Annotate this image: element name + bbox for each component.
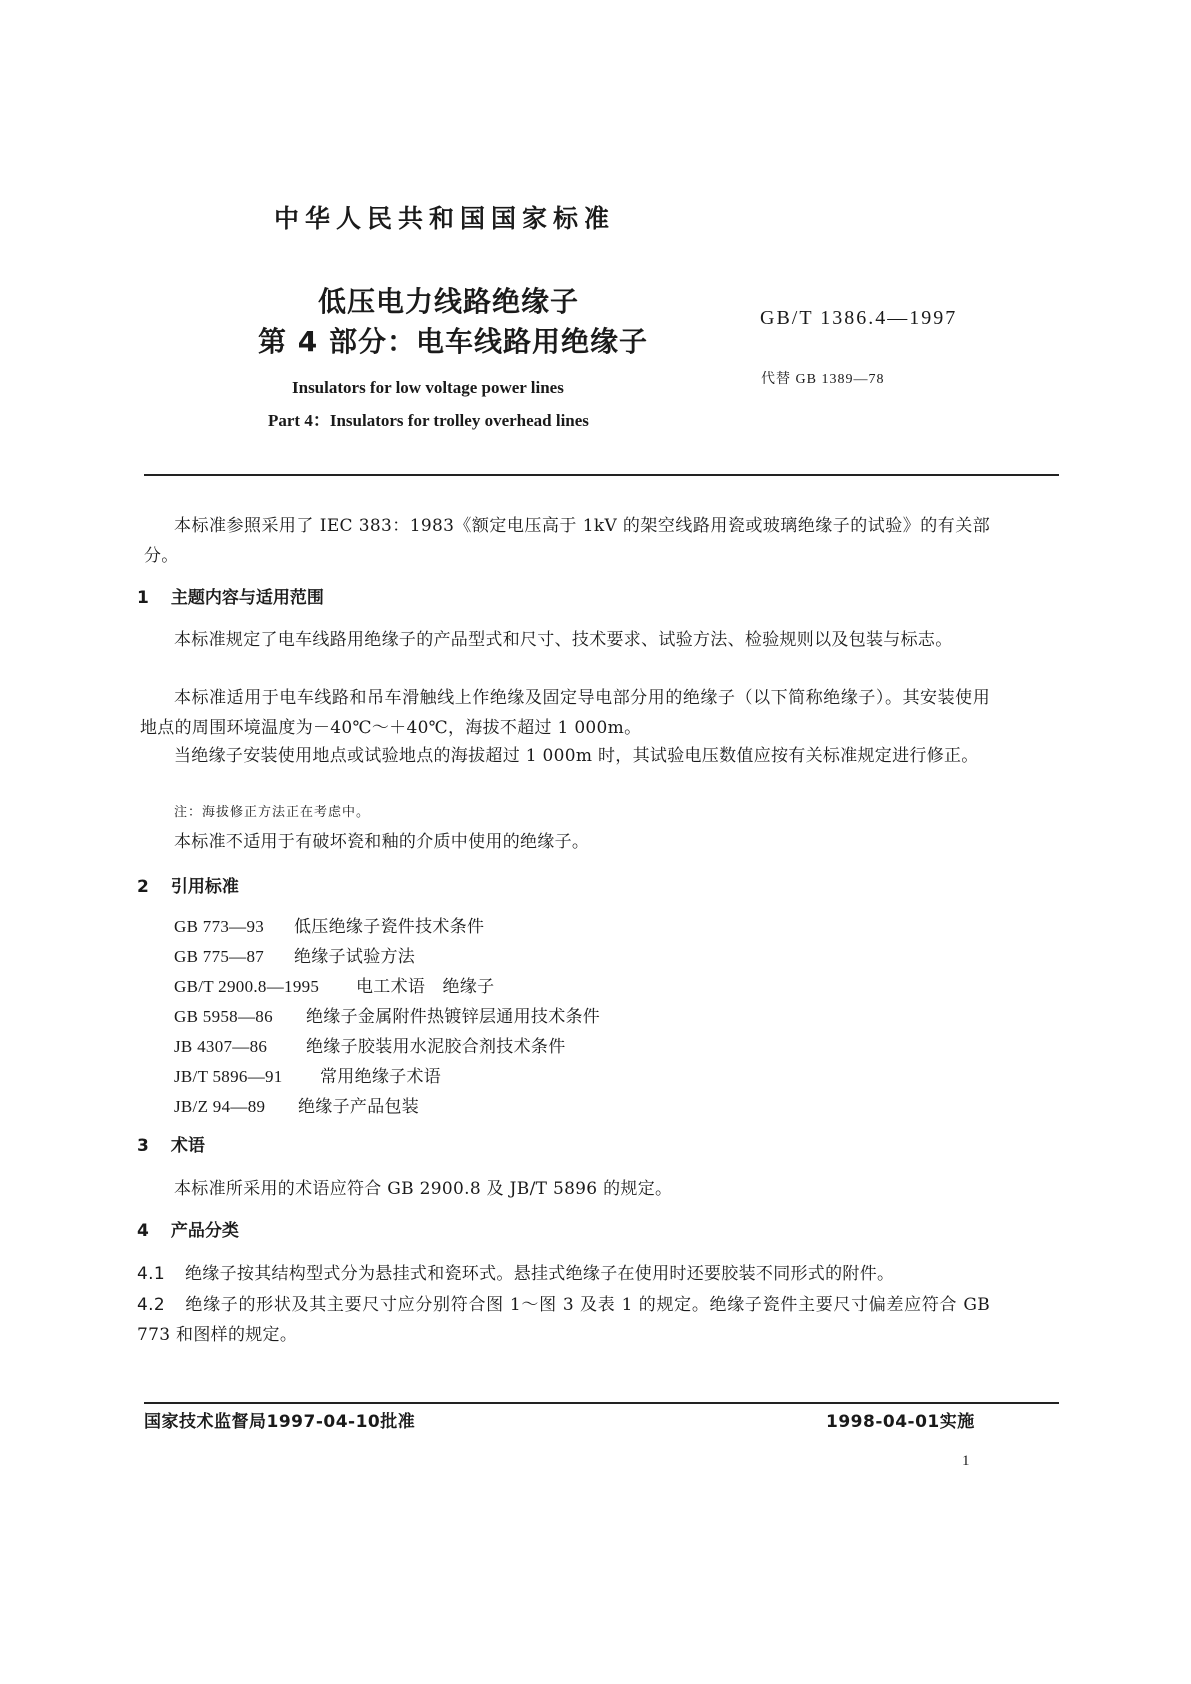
reference-code: GB 775—87 (174, 947, 265, 966)
section-1-heading (137, 583, 324, 608)
section-3-heading (137, 1131, 205, 1156)
clause-4-1-text: 绝缘子按其结构型式分为悬挂式和瓷环式。悬挂式绝缘子在使用时还要胶装不同形式的附件。 (185, 1264, 895, 1284)
reference-item (174, 972, 600, 1002)
reference-title: 电工术语 绝缘子 (356, 977, 495, 997)
footer-divider (144, 1402, 1059, 1404)
reference-title: 绝缘子胶装用水泥胶合剂技术条件 (306, 1037, 566, 1057)
reference-item (174, 1032, 600, 1062)
english-title-line-2: Part 4：Insulators for trolley overhead lines (268, 411, 589, 430)
reference-item (174, 912, 600, 942)
reference-code: GB/T 2900.8—1995 (174, 977, 320, 996)
section-1-paragraph-3: 当绝缘子安装使用地点或试验地点的海拔超过 1 000m 时，其试验电压数值应按有关标准规定进行修正。 (174, 746, 979, 766)
section-2-title: 引用标准 (170, 877, 239, 897)
section-1-paragraph-2: 本标准适用于电车线路和吊车滑触线上作绝缘及固定导电部分用的绝缘子（以下简称绝缘子）。其安装使用地点的周围环境温度为－40℃～＋40℃，海拔不超过 1 000m。 (140, 688, 990, 738)
reference-code: JB/T 5896—91 (174, 1067, 283, 1086)
org-title: 中华人民共和国国家标准 (274, 204, 616, 233)
page-number: 1 (962, 1453, 970, 1469)
reference-code: JB 4307—86 (174, 1037, 268, 1056)
reference-title: 低压绝缘子瓷件技术条件 (294, 917, 485, 937)
reference-code: JB/Z 94—89 (174, 1097, 266, 1116)
section-3-number: 3 (137, 1136, 149, 1156)
section-2-number: 2 (137, 877, 149, 897)
intro-paragraph: 本标准参照采用了 IEC 383：1983《额定电压高于 1kV 的架空线路用瓷或玻璃绝缘子的试验》的有关部分。 (144, 516, 990, 566)
section-2-heading (137, 872, 239, 897)
section-1-title: 主题内容与适用范围 (170, 588, 324, 608)
section-4-number: 4 (137, 1221, 149, 1241)
clause-4-1-number: 4.1 (137, 1264, 165, 1284)
clause-4-2-text: 绝缘子的形状及其主要尺寸应分别符合图 1～图 3 及表 1 的规定。绝缘子瓷件主要尺寸偏差应符合 GB 773 和图样的规定。 (137, 1295, 990, 1345)
header-divider (144, 474, 1059, 476)
approval-line: 国家技术监督局1997-04-10批准 (144, 1412, 416, 1432)
reference-item (174, 1062, 600, 1092)
reference-title: 常用绝缘子术语 (320, 1067, 442, 1087)
reference-item (174, 1092, 600, 1122)
section-4-title: 产品分类 (170, 1221, 239, 1241)
reference-code: GB 5958—86 (174, 1007, 273, 1026)
clause-4-2-number: 4.2 (137, 1295, 165, 1315)
section-3-title: 术语 (170, 1136, 205, 1156)
title-line-1: 低压电力线路绝缘子 (318, 285, 580, 318)
reference-title: 绝缘子金属附件热镀锌层通用技术条件 (306, 1007, 601, 1027)
section-1-paragraph-1: 本标准规定了电车线路用绝缘子的产品型式和尺寸、技术要求、试验方法、检验规则以及包装与标志。 (174, 630, 953, 650)
clause-4-1 (137, 1259, 990, 1289)
title-line-2: 第 4 部分：电车线路用绝缘子 (258, 325, 648, 358)
reference-title: 绝缘子试验方法 (294, 947, 416, 967)
reference-item (174, 1002, 600, 1032)
standard-number: GB/T 1386.4—1997 (760, 307, 958, 329)
reference-list (174, 912, 600, 1122)
replaces-note: 代替 GB 1389—78 (761, 372, 885, 387)
clause-4-2 (137, 1290, 990, 1350)
reference-title: 绝缘子产品包装 (298, 1097, 420, 1117)
effective-date: 1998-04-01实施 (826, 1412, 975, 1432)
reference-code: GB 773—93 (174, 917, 265, 936)
reference-item (174, 942, 600, 972)
section-1-number: 1 (137, 588, 149, 608)
section-3-paragraph: 本标准所采用的术语应符合 GB 2900.8 及 JB/T 5896 的规定。 (174, 1179, 673, 1199)
section-1-note: 注：海拔修正方法正在考虑中。 (174, 805, 371, 820)
section-4-heading (137, 1216, 239, 1241)
english-title-line-1: Insulators for low voltage power lines (292, 378, 564, 397)
section-1-paragraph-4: 本标准不适用于有破坏瓷和釉的介质中使用的绝缘子。 (174, 832, 590, 852)
